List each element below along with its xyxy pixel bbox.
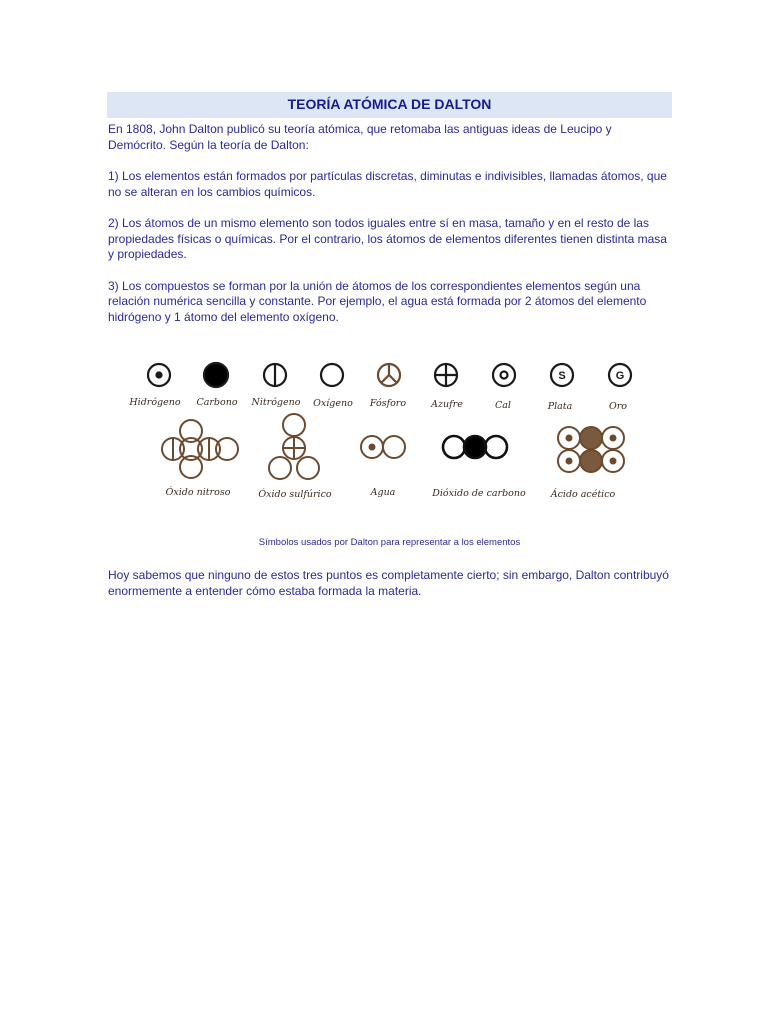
point-1: 1) Los elementos están formados por partículas discretas, diminutas e indivisibles, llamadas átomos, que no se alteran en los cambios químicos. bbox=[108, 169, 667, 199]
dalton-symbols-svg bbox=[107, 347, 672, 537]
cal-symbol bbox=[493, 364, 515, 386]
label-acido-acetico: Ácido acético bbox=[550, 489, 616, 500]
label-oxido-nitroso: Óxido nitroso bbox=[165, 487, 231, 498]
label-nitrogeno: Nitrógeno bbox=[251, 397, 301, 408]
dioxido-carbono-symbol bbox=[443, 436, 507, 458]
label-oxigeno: Oxígeno bbox=[313, 398, 353, 409]
oro-letter: G bbox=[615, 370, 625, 382]
label-fosforo: Fósforo bbox=[369, 398, 407, 409]
acido-acetico-symbol bbox=[558, 427, 624, 472]
hidrogeno-symbol bbox=[148, 364, 170, 386]
oxido-sulfurico-symbol bbox=[269, 414, 319, 479]
intro-paragraph: En 1808, John Dalton publicó su teoría atómica, que retomaba las antiguas ideas de Leucipo y Demócrito. Según la teoría de Dalton: bbox=[108, 122, 612, 152]
dalton-symbols-figure bbox=[107, 347, 672, 537]
carbono-symbol bbox=[204, 363, 228, 387]
label-hidrogeno: Hidrógeno bbox=[129, 397, 181, 408]
agua-symbol bbox=[361, 436, 405, 458]
azufre-symbol bbox=[435, 364, 457, 386]
label-agua: Agua bbox=[370, 487, 396, 498]
plata-letter: S bbox=[558, 370, 566, 382]
nitrogeno-symbol bbox=[264, 364, 286, 386]
label-plata: Plata bbox=[547, 401, 573, 412]
article bbox=[107, 92, 672, 599]
point-3: 3) Los compuestos se forman por la unión de átomos de los correspondientes elementos según una relación numérica sencilla y constante. Por ejemplo, el agua está formada por 2 átomos del elemento hidrógeno y 1 átomo del elemento oxígeno. bbox=[108, 278, 647, 324]
label-cal: Cal bbox=[495, 400, 511, 411]
oxigeno-symbol bbox=[321, 364, 343, 386]
label-azufre: Azufre bbox=[431, 399, 463, 410]
label-oxido-sulfurico: Óxido sulfúrico bbox=[258, 489, 332, 500]
oxido-nitroso-symbol bbox=[162, 420, 238, 478]
conclusion-paragraph: Hoy sabemos que ninguno de estos tres puntos es completamente cierto; sin embargo, Dalton contribuyó enormemente a entender cómo estaba formada la materia. bbox=[108, 568, 669, 598]
figure-caption: Símbolos usados por Dalton para representar a los elementos bbox=[258, 537, 521, 548]
label-carbono: Carbono bbox=[196, 397, 238, 408]
page-title: TEORÍA ATÓMICA DE DALTON bbox=[107, 92, 672, 118]
point-2: 2) Los átomos de un mismo elemento son todos iguales entre sí en masa, tamaño y en el resto de las propiedades físicas o químicas. Por el contrario, los átomos de elementos diferentes tienen distinta masa y propiedades. bbox=[108, 216, 667, 261]
fosforo-symbol bbox=[378, 364, 400, 386]
label-dioxido-carbono: Dióxido de carbono bbox=[432, 488, 526, 499]
label-oro: Oro bbox=[608, 401, 628, 412]
